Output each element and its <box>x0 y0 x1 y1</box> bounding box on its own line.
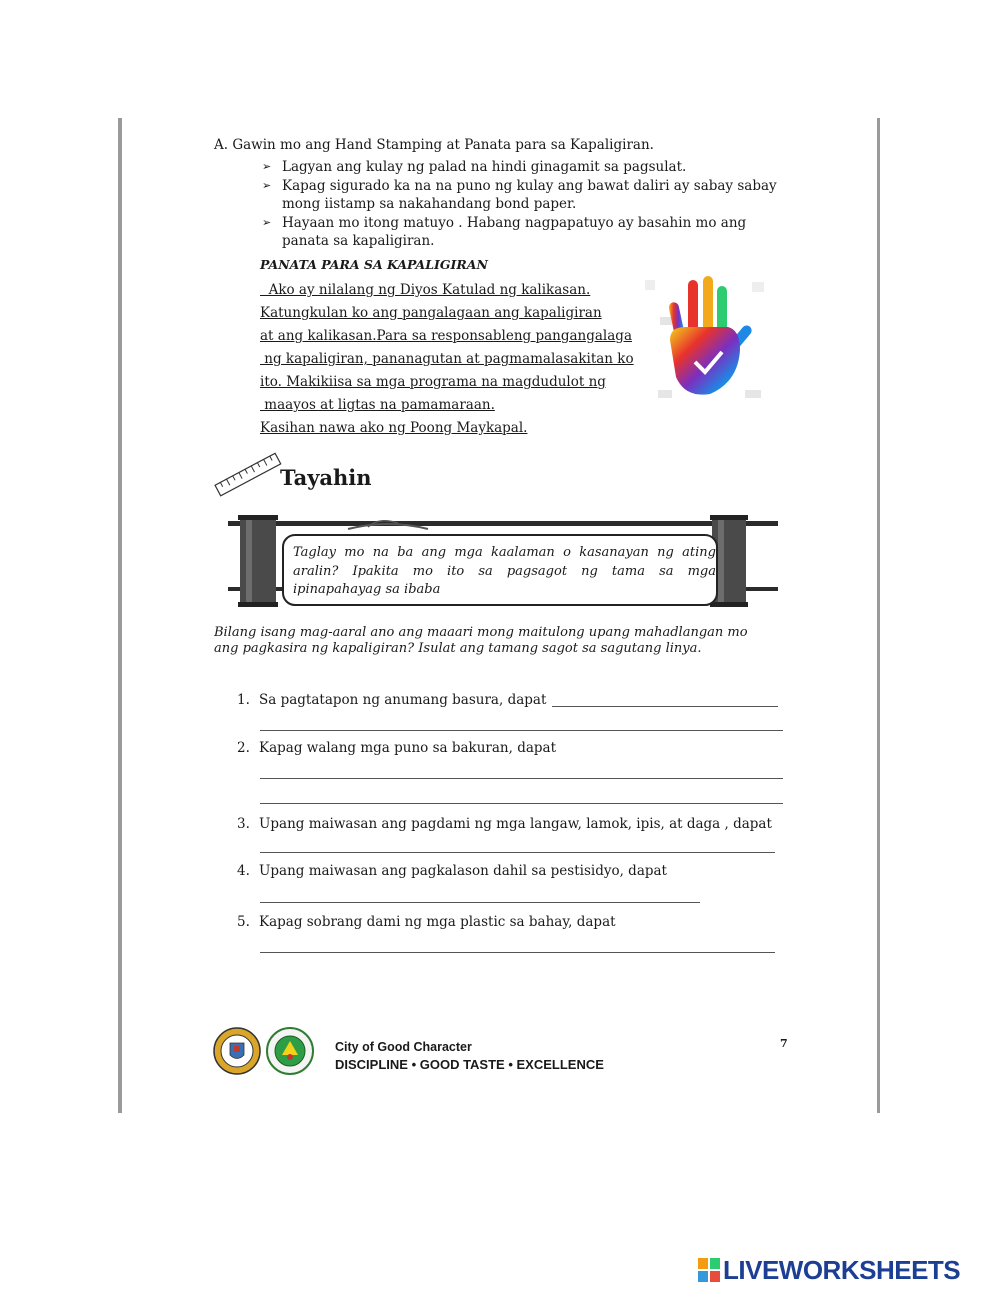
bullet-item: ➢ Hayaan mo itong matuyo . Habang nagpapatuyo ay basahin mo ang panata sa kapaligiran. <box>262 215 747 249</box>
question-number: 2. <box>237 740 250 756</box>
question-text: Sa pagtatapon ng anumang basura, dapat <box>259 692 547 708</box>
arrow-bullet-icon: ➢ <box>262 216 272 229</box>
instruction-bullets <box>262 158 792 251</box>
question-number: 1. <box>237 692 250 708</box>
panata-line: ng kapaligiran, pananagutan at pagmamalasakitan ko <box>260 351 634 367</box>
answer-line[interactable] <box>260 778 783 779</box>
answer-line[interactable] <box>260 852 775 853</box>
liveworksheets-wordmark: LIVEWORKSHEETS <box>723 1255 961 1285</box>
panata-line: at ang kalikasan.Para sa responsableng pangangalaga <box>260 328 632 344</box>
page-border-left <box>118 118 122 1113</box>
question-number: 4. <box>237 863 250 879</box>
panata-line: ito. Makikiisa sa mga programa na magdudulot ng <box>260 374 606 390</box>
liveworksheets-icon <box>698 1258 720 1282</box>
answer-line[interactable] <box>260 952 775 953</box>
hand-print-icon <box>640 272 770 407</box>
panata-line: Ako ay nilalang ng Diyos Katulad ng kalikasan. <box>260 282 591 298</box>
tayahin-title: Tayahin <box>280 465 372 490</box>
question-2 <box>237 740 556 756</box>
hand-print-image <box>640 272 770 407</box>
bullet-item: ➢ Lagyan ang kulay ng palad na hindi ginagamit sa pagsulat. <box>262 159 687 175</box>
liveworksheets-logo <box>698 1257 960 1283</box>
question-3 <box>237 816 772 832</box>
question-text: Upang maiwasan ang pagdami ng mga langaw, lamok, ipis, at daga , dapat <box>259 816 772 832</box>
tayahin-banner-text: Taglay mo na ba ang mga kaalaman o kasanayan ng ating aralin? Ipakita mo ito sa pagsagot ng tama sa mga ipinapahayag sa ibaba <box>293 545 716 597</box>
question-text: Kapag sobrang dami ng mga plastic sa bahay, dapat <box>259 914 616 930</box>
panata-title: PANATA PARA SA KAPALIGIRAN <box>260 257 488 272</box>
question-number: 3. <box>237 816 250 832</box>
page-number: 7 <box>780 1037 788 1050</box>
answer-line[interactable] <box>260 803 783 804</box>
bullet-item: ➢ Kapag sigurado ka na na puno ng kulay ang bawat daliri ay sabay sabay mong iistamp sa nakahandang bond paper. <box>262 178 777 212</box>
footer-motto: DISCIPLINE • GOOD TASTE • EXCELLENCE <box>335 1057 604 1072</box>
question-text: Kapag walang mga puno sa bakuran, dapat <box>259 740 557 756</box>
question-text: Upang maiwasan ang pagkalason dahil sa pestisidyo, dapat <box>259 863 667 879</box>
question-number: 5. <box>237 914 250 930</box>
answer-line[interactable] <box>260 902 700 903</box>
ruler-icon <box>210 447 285 502</box>
instruction-text: Bilang isang mag-aaral ano ang maaari mong maitulong upang mahadlangan mo ang pagkasira ng kapaligiran? Isulat ang tamang sagot sa sagutang linya. <box>214 625 748 656</box>
panata-line: Katungkulan ko ang pangalagaan ang kapaligiran <box>260 305 602 321</box>
school-seal-logo <box>266 1027 314 1075</box>
question-1 <box>237 692 546 708</box>
panata-text <box>260 279 634 440</box>
city-seal-logo <box>213 1027 261 1075</box>
answer-line[interactable] <box>260 730 783 731</box>
arrow-bullet-icon: ➢ <box>262 160 272 173</box>
panata-line: Kasihan nawa ako ng Poong Maykapal. <box>260 420 528 436</box>
question-5 <box>237 914 616 930</box>
page-border-right <box>877 118 880 1113</box>
arrow-bullet-icon: ➢ <box>262 179 272 192</box>
section-a-heading: A. Gawin mo ang Hand Stamping at Panata para sa Kapaligiran. <box>214 137 654 153</box>
footer-city: City of Good Character <box>335 1040 472 1054</box>
question-4 <box>237 863 667 879</box>
answer-line[interactable] <box>552 706 778 707</box>
panata-line: maayos at ligtas na pamamaraan. <box>260 397 495 413</box>
